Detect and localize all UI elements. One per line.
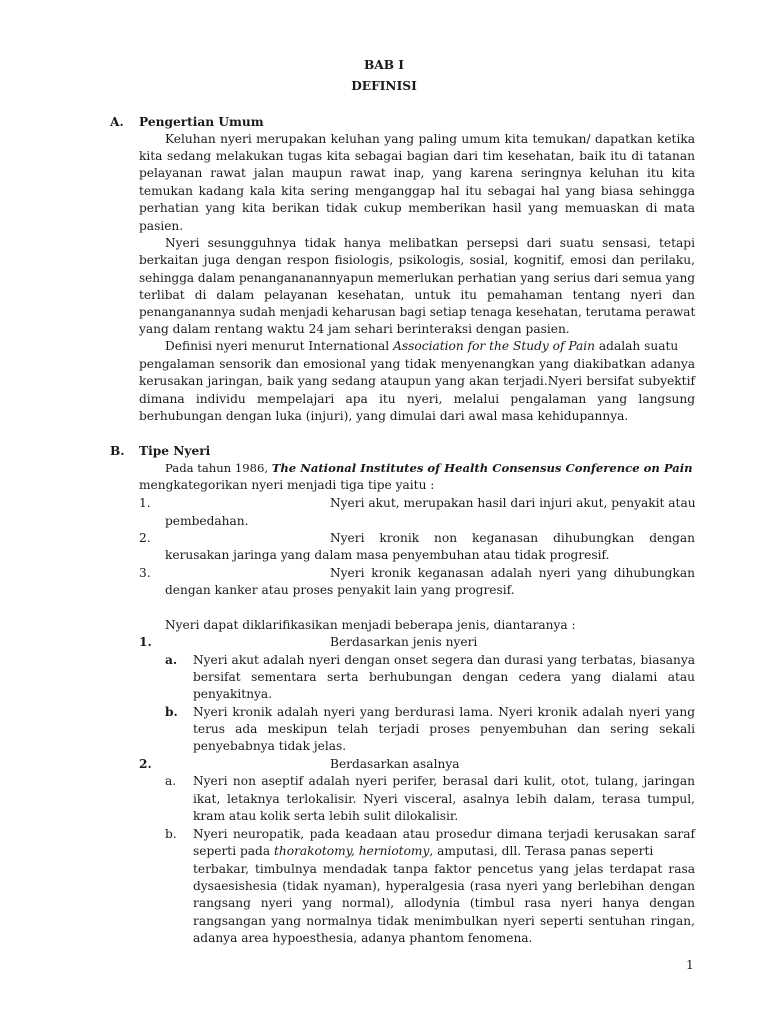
list-letter: b. [165, 827, 177, 841]
list-item-text: pembedahan. [165, 514, 249, 528]
paragraph-line: Nyeri dapat diklarifikasikan menjadi beberapa jenis, diantaranya : [165, 618, 576, 632]
page-number: 1 [686, 958, 694, 972]
paragraph-line: ikat, letaknya terlokalisir. Nyeri visceral, asalnya lebih dalam, terasa tumpul, [193, 792, 695, 806]
paragraph-line: penanganannya sudah menjadi keharusan bagi setiap tenaga kesehatan, terutama perawat [139, 305, 696, 319]
section-a-title: Pengertian Umum [139, 115, 264, 129]
list-letter: a. [165, 774, 177, 788]
italic-term: Association for the Study of Pain [393, 339, 596, 353]
list-item-text: kerusakan jaringa yang dalam masa penyembuhan atau tidak progresif. [165, 548, 610, 562]
chapter-label: BAB I [363, 58, 404, 72]
list-letter: b. [165, 705, 178, 719]
list-number: 2. [139, 757, 152, 771]
list-letter: a. [165, 653, 178, 667]
paragraph-line: Nyeri sesungguhnya tidak hanya melibatkan persepsi dari suatu sensasi, tetapi [165, 236, 695, 250]
italic-term: thorakotomy, herniotomy [274, 844, 430, 858]
paragraph-line: pengalaman sensorik dan emosional yang tidak menyenangkan yang diakibatkan adanya [139, 357, 695, 371]
paragraph-line: Nyeri kronik adalah nyeri yang berdurasi lama. Nyeri kronik adalah nyeri yang [193, 705, 695, 719]
paragraph-line: perhatian yang kita berikan tidak cukup memberikan hasil yang memuaskan di mata [139, 201, 695, 215]
paragraph-line: kram atau kolik serta lebih sulit dilokalisir. [193, 809, 459, 823]
paragraph-line: berkaitan juga dengan respon fisiologis, psikologis, sosial, kognitif, emosi dan perilaku, [139, 253, 695, 267]
paragraph-line: bersifat sementara serta berhubungan dengan cedera yang dialami atau [193, 670, 695, 684]
list-item-text: Nyeri kronik keganasan adalah nyeri yang dihubungkan [330, 566, 695, 580]
paragraph-line: penyebabnya tidak jelas. [193, 739, 347, 753]
list-number: 1. [139, 635, 152, 649]
paragraph-line: temukan kadang kala kita sering menganggap hal itu sebagai hal yang biasa sehingga [139, 184, 695, 198]
paragraph-line: Keluhan nyeri merupakan keluhan yang paling umum kita temukan/ dapatkan ketika [165, 132, 695, 146]
chapter-title: DEFINISI [351, 79, 417, 93]
paragraph-line: rangsangan yang normalnya tidak menimbulkan nyeri seperti sentuhan ringan, [193, 914, 695, 928]
paragraph-line: seperti pada thorakotomy, herniotomy, amputasi, dll. Terasa panas seperti [193, 844, 654, 858]
paragraph-line: pasien. [139, 219, 184, 233]
subheading: Berdasarkan jenis nyeri [330, 635, 478, 649]
paragraph-line: terus ada meskipun telah terjadi proses penyembuhan dan sering sekali [193, 722, 695, 736]
list-item-text: Nyeri akut, merupakan hasil dari injuri akut, penyakit atau [330, 496, 696, 510]
list-number: 2. [139, 531, 151, 545]
paragraph-line: mengkategorikan nyeri menjadi tiga tipe yaitu : [139, 478, 435, 492]
list-number: 1. [139, 496, 151, 510]
paragraph-line: terbakar, timbulnya mendadak tanpa faktor pencetus yang jelas terdapat rasa [193, 862, 695, 876]
list-item-text: Nyeri kronik non keganasan dihubungkan dengan [330, 531, 695, 545]
paragraph-line: kerusakan jaringan, baik yang sedang ataupun yang akan terjadi.Nyeri bersifat subyektif [139, 374, 695, 388]
paragraph-line: terlibat di dalam pelayanan kesehatan, untuk itu pemahaman tentang nyeri dan [139, 288, 695, 302]
paragraph-line: Nyeri neuropatik, pada keadaan atau prosedur dimana terjadi kerusakan saraf [193, 827, 695, 841]
paragraph-line: Pada tahun 1986, The National Institutes of Health Consensus Conference on Pain [165, 461, 693, 475]
paragraph-line: kita sedang melakukan tugas kita sebagai bagian dari tim kesehatan, baik itu di tatanan [139, 149, 695, 163]
subheading: Berdasarkan asalnya [330, 757, 460, 771]
paragraph-line: dimana individu mempelajari apa itu nyeri, melalui pengalaman yang langsung [139, 392, 695, 406]
paragraph-line: rangsang nyeri yang normal), allodynia (timbul rasa nyeri hanya dengan [193, 896, 695, 910]
section-b-marker: B. [110, 444, 125, 458]
paragraph-line: penyakitnya. [193, 687, 273, 701]
paragraph-line: adanya area hypoesthesia, adanya phantom fenomena. [193, 931, 533, 945]
paragraph-line: yang dalam rentang waktu 24 jam sehari berinteraksi dengan pasien. [139, 322, 570, 336]
paragraph-line: pelayanan rawat jalan maupun rawat inap, yang karena seringnya keluhan itu kita [139, 166, 695, 180]
conference-name: The National Institutes of Health Consensus Conference on Pain [271, 461, 693, 475]
paragraph-line: Definisi nyeri menurut International Association for the Study of Pain adalah suatu [165, 339, 679, 353]
paragraph-line: Nyeri non aseptif adalah nyeri perifer, berasal dari kulit, otot, tulang, jaringan [193, 774, 695, 788]
section-a-marker: A. [110, 115, 124, 129]
list-number: 3. [139, 566, 151, 580]
paragraph-line: sehingga dalam penangananannyapun memerlukan perhatian yang serius dari semua yang [139, 271, 695, 285]
section-b-title: Tipe Nyeri [139, 444, 211, 458]
paragraph-line: berhubungan dengan luka (injuri), yang dimulai dari awal masa kehidupannya. [139, 409, 629, 423]
paragraph-line: Nyeri akut adalah nyeri dengan onset segera dan durasi yang terbatas, biasanya [193, 653, 695, 667]
list-item-text: dengan kanker atau proses penyakit lain yang progresif. [165, 583, 515, 597]
paragraph-line: dysaesishesia (tidak nyaman), hyperalgesia (rasa nyeri yang berlebihan dengan [193, 879, 695, 893]
